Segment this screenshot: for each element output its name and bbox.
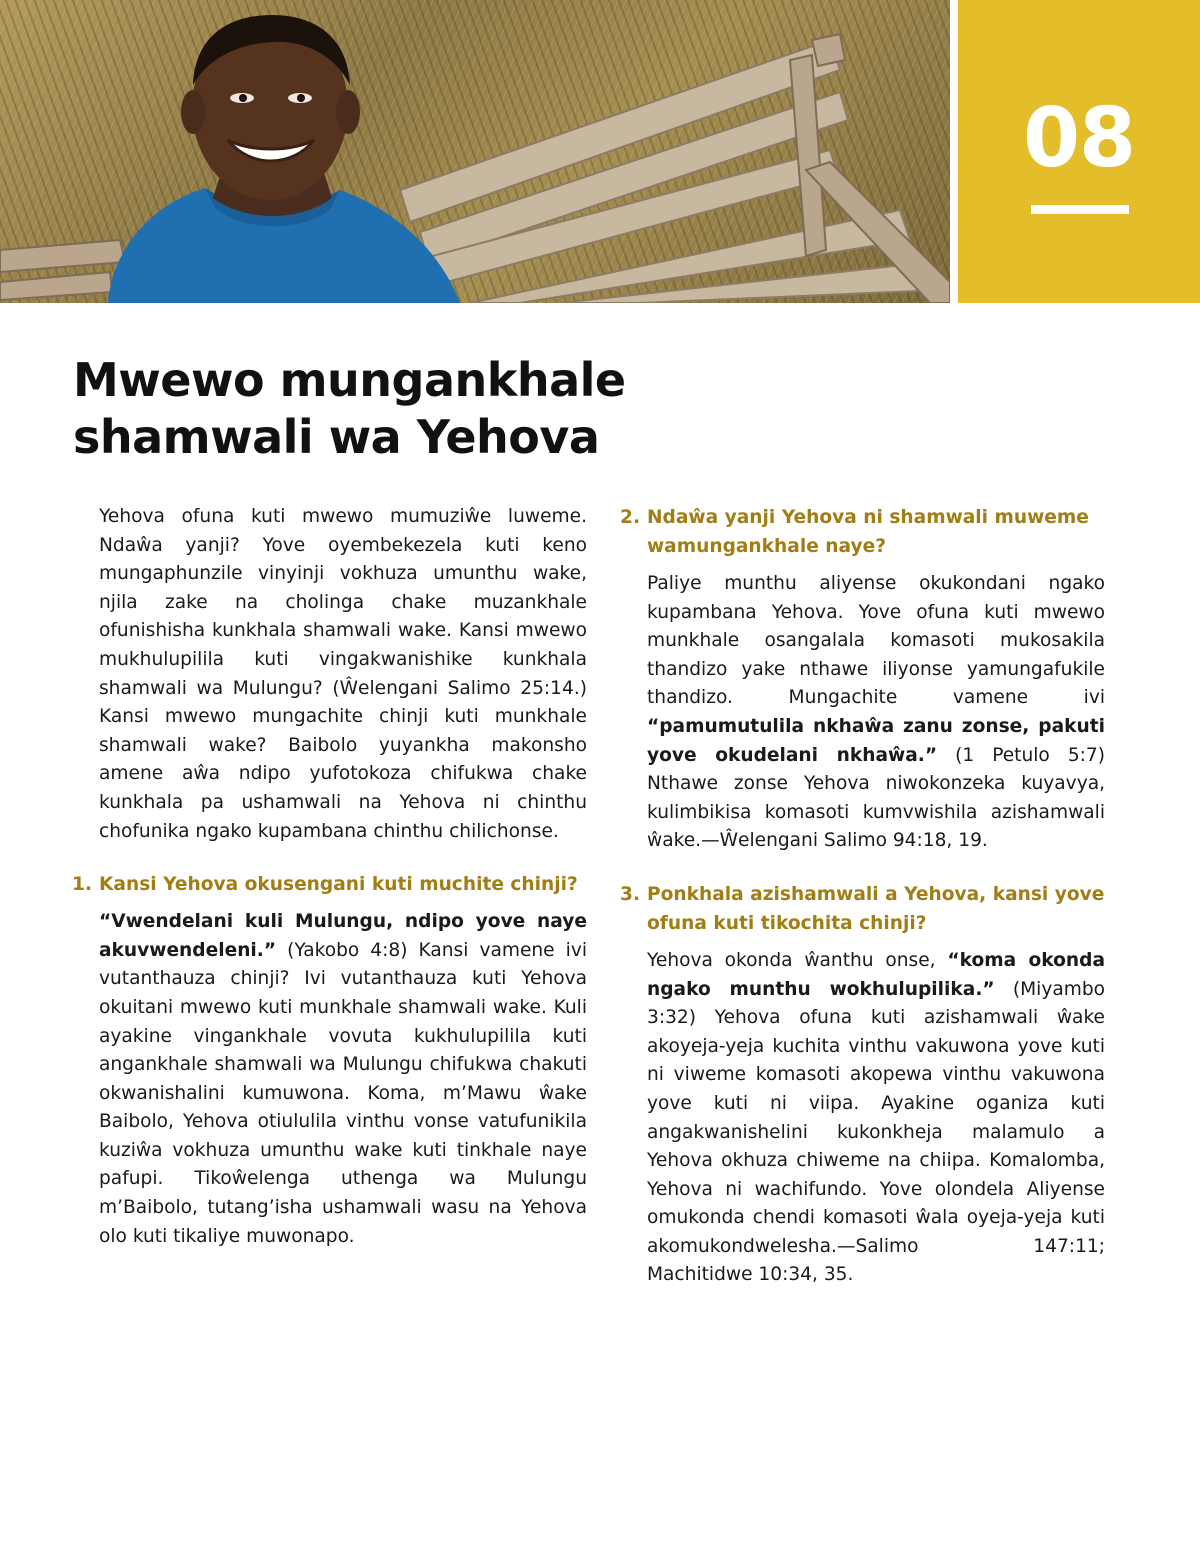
section-3-lead: Yehova okonda ŵanthu onse, <box>647 949 948 971</box>
lesson-number: 08 <box>1022 91 1136 186</box>
section-3-number: 3. <box>620 883 641 905</box>
section-1-question <box>72 870 587 899</box>
page-title-line1: Mwewo mungankhale <box>73 353 626 407</box>
section-1-quote: “Vwendelani kuli Mulungu, ndipo yove naye akuvwendeleni.” <box>99 911 587 961</box>
section-3-question-text: Ponkhala azishamwali a Yehova, kansi yove ofuna kuti tikochita chinji? <box>647 883 1105 934</box>
page-title-line2: shamwali wa Yehova <box>73 410 600 464</box>
section-1-body: (Yakobo 4:8) Kansi vamene ivi vutanthauza chinji? Ivi vutanthauza kuti Yehova okuitani mwewo kuti munkhale shamwali wake. Kuli ayakine vingankhale vovuta kukhulupilila kuti angankhale shamwali wa Mulungu chifukwa chakuti okwanishalini kumuwona. Koma, m’Mawu ŵake Baibolo, Yehova otiululila vinthu vonse vatufunikila kuziŵa vokhuza umunthu wake kuti tinkhale naye pafupi. Tikoŵelenga uthenga wa Mulungu m’Baibolo, tutang’isha ushamwali wasu na Yehova olo kuti tikaliye muwonapo. <box>99 939 587 1247</box>
bench-and-man-illustration <box>0 0 950 303</box>
right-column <box>620 503 1105 1290</box>
page-title <box>73 352 626 466</box>
section-2 <box>620 503 1105 856</box>
section-3-body: (Miyambo 3:32) Yehova ofuna kuti azishamwali ŵake akoyeja-yeja kuchita vinthu vakuwona yove kuti ni viweme komasoti akopewa vinthu vakuwona yove kuti ni viipa. Ayakine oganiza kuti angakwanishelini kukonkheja malamulo a Yehova okhuza chiweme na chiipa. Komalomba, Yehova ni wachifundo. Yove olondela Aliyense omukonda chendi komasoti ŵala oyeja-yeja kuti akomukondwelesha.—Salimo 147:11; Machitidwe 10:34, 35. <box>647 978 1106 1286</box>
section-3-question <box>620 880 1105 938</box>
section-2-body: (1 Petulo 5:7) Nthawe zonse Yehova niwokonzeka kuyavya, kulimbikisa komasoti kumvwishila azishamwali ŵake.—Ŵelengani Salimo 94:18, 19. <box>647 744 1106 852</box>
section-2-lead: Paliye munthu aliyense okukondani ngako kupambana Yehova. Yove ofuna kuti mwewo munkhale osangalala komasoti mukosakila thandizo yake nthawe iliyonse yamungafukile thandizo. Mungachite vamene ivi <box>647 573 1105 709</box>
header-photo <box>0 0 950 303</box>
lesson-number-underline <box>1031 205 1129 214</box>
intro-paragraph: Yehova ofuna kuti mwewo mumuziŵe luweme. Ndaŵa yanji? Yove oyembekezela kuti keno mungaphunzile vinyinji vokhuza umunthu wake, njila zake na cholinga chake muzankhale ofunishisha kunkhala shamwali wake. Kansi mwewo mukhulupilila kuti vingakwanishike kunkhala shamwali wa Mulungu? (Ŵelengani Salimo 25:14.) Kansi mwewo mungachite chinji kuti munkhale shamwali wake? Baibolo yuyankha makonsho amene aŵa ndipo yufotokoza chifukwa chake kunkhala pa ushamwali na Yehova ni chinthu chofunika ngako kupambana chinthu chilichonse. <box>99 506 587 842</box>
left-column <box>72 503 587 1251</box>
section-1-number: 1. <box>72 874 93 896</box>
section-2-quote: “pamumutulila nkhaŵa zanu zonse, pakuti yove okudelani nkhaŵa.” <box>647 715 1105 766</box>
section-2-number: 2. <box>620 507 641 528</box>
section-3 <box>620 880 1105 1290</box>
section-3-quote: “koma okonda ngako munthu wokhulupilika.” <box>647 949 1106 1000</box>
section-1-question-text: Kansi Yehova okusengani kuti muchite chinji? <box>99 874 578 896</box>
section-2-answer <box>620 570 1105 856</box>
lesson-number-block <box>958 0 1200 303</box>
section-2-question <box>620 503 1105 561</box>
section-1-answer <box>72 908 587 1251</box>
section-1 <box>72 870 587 1251</box>
section-2-question-text: Ndaŵa yanji Yehova ni shamwali muweme wamungankhale naye? <box>647 507 1089 557</box>
section-3-answer <box>620 947 1105 1290</box>
